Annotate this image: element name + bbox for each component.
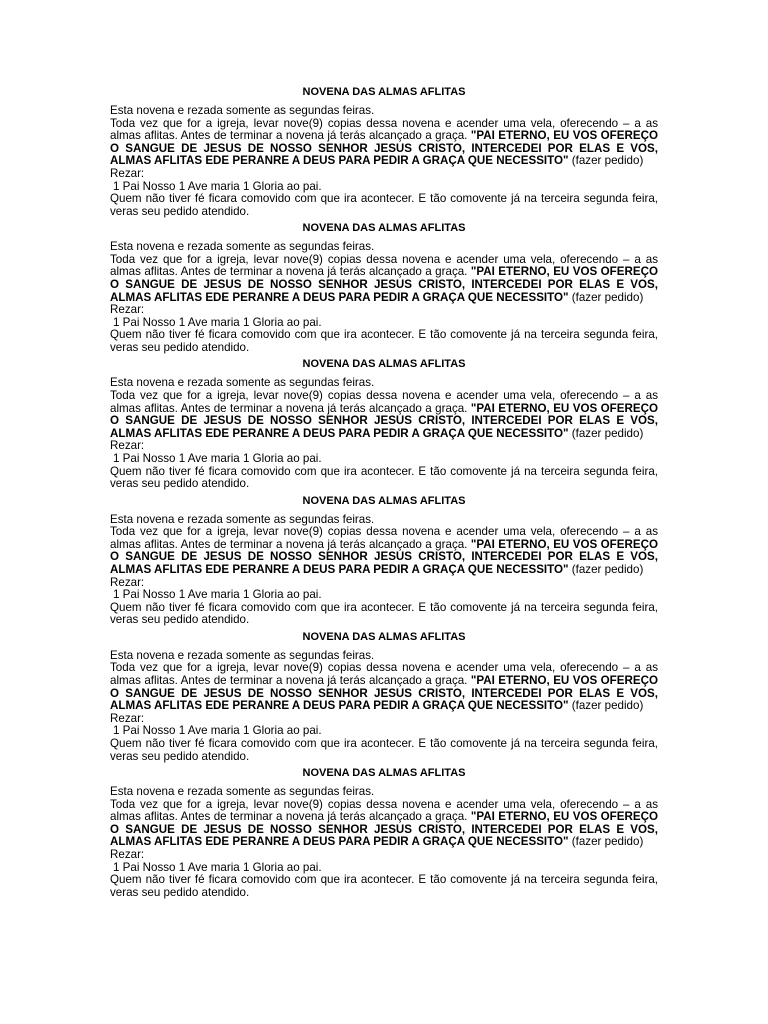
prayer-bold-text: "PAI ETERNO, EU VOS OFEREÇO <box>470 266 658 279</box>
prayer-bold-text: ALMAS AFLITAS EDE PERANRE A DEUS PARA PEDIR A GRAÇA QUE NECESSITO" <box>110 562 569 576</box>
plain-text: almas aflitas. Antes de terminar a novena já terás alcançado a graça. <box>110 538 471 551</box>
instruction-line: Toda vez que for a igreja, levar nove(9) copias dessa novena e acender uma vela, oferecendo – a as <box>110 389 658 402</box>
instruction-line-continued <box>110 266 658 279</box>
plain-text: almas aflitas. Antes de terminar a novena já terás alcançado a graça. <box>110 811 471 824</box>
request-note: (fazer pedido) <box>568 426 644 440</box>
section-title: NOVENA DAS ALMAS AFLITAS <box>302 494 466 507</box>
section-title: NOVENA DAS ALMAS AFLITAS <box>302 358 466 371</box>
prayer-bold-line: O SANGUE DE JESUS DE NOSSO SENHOR JESUS CRISTO, INTERCEDEI POR ELAS E VÓS, <box>110 551 658 564</box>
section-title: NOVENA DAS ALMAS AFLITAS <box>302 86 466 98</box>
novena-section <box>110 358 658 494</box>
prayer-bold-text: "PAI ETERNO, EU VOS OFEREÇO <box>470 402 658 415</box>
request-note: (fazer pedido) <box>568 290 644 304</box>
prayers-line: 1 Pai Nosso 1 Ave maria 1 Gloria ao pai. <box>113 315 322 329</box>
intro-line: Esta novena e rezada somente as segundas feiras. <box>110 240 375 254</box>
prayer-bold-line: O SANGUE DE JESUS DE NOSSO SENHOR JESUS CRISTO, INTERCEDEI POR ELAS E VÓS, <box>110 142 658 155</box>
prayer-bold-line-end <box>110 564 658 577</box>
rezar-label: Rezar: <box>110 166 145 180</box>
section-title: NOVENA DAS ALMAS AFLITAS <box>302 222 466 235</box>
prayer-bold-text: ALMAS AFLITAS EDE PERANRE A DEUS PARA PEDIR A GRAÇA QUE NECESSITO" <box>110 835 569 849</box>
instruction-line-continued <box>110 811 658 824</box>
plain-text: almas aflitas. Antes de terminar a novena já terás alcançado a graça. <box>110 674 471 687</box>
prayer-bold-line-end <box>110 428 658 441</box>
novena-section <box>110 495 658 631</box>
novena-section <box>110 767 658 903</box>
instruction-line: Toda vez que for a igreja, levar nove(9) copias dessa novena e acender uma vela, oferecendo – a as <box>110 253 658 266</box>
instruction-line: Toda vez que for a igreja, levar nove(9) copias dessa novena e acender uma vela, oferecendo – a as <box>110 117 658 130</box>
novena-section <box>110 222 658 358</box>
prayer-bold-text: "PAI ETERNO, EU VOS OFEREÇO <box>470 674 658 687</box>
closing-line-end: veras seu pedido atendido. <box>110 749 250 763</box>
prayer-bold-text: ALMAS AFLITAS EDE PERANRE A DEUS PARA PEDIR A GRAÇA QUE NECESSITO" <box>110 154 569 168</box>
rezar-label: Rezar: <box>110 847 145 861</box>
prayer-bold-text: ALMAS AFLITAS EDE PERANRE A DEUS PARA PEDIR A GRAÇA QUE NECESSITO" <box>110 426 569 440</box>
closing-line: Quem não tiver fé ficara comovido com que ira acontecer. È tão comovente já na terceira segunda feira, <box>110 737 658 750</box>
prayer-bold-line: O SANGUE DE JESUS DE NOSSO SENHOR JESUS CRISTO, INTERCEDEI POR ELAS E VÓS, <box>110 687 658 700</box>
instruction-line: Toda vez que for a igreja, levar nove(9) copias dessa novena e acender uma vela, oferecendo – a as <box>110 526 658 539</box>
document-page <box>110 86 658 903</box>
prayer-bold-line-end <box>110 700 658 713</box>
intro-line: Esta novena e rezada somente as segundas feiras. <box>110 648 375 662</box>
instruction-line-continued <box>110 675 658 688</box>
closing-line: Quem não tiver fé ficara comovido com que ira acontecer. È tão comovente já na terceira segunda feira, <box>110 601 658 614</box>
intro-line: Esta novena e rezada somente as segundas feiras. <box>110 512 375 526</box>
prayer-bold-line-end <box>110 836 658 849</box>
prayer-bold-text: "PAI ETERNO, EU VOS OFEREÇO <box>470 130 658 143</box>
instruction-line-continued <box>110 130 658 143</box>
intro-line: Esta novena e rezada somente as segundas feiras. <box>110 104 375 117</box>
instruction-line-continued <box>110 403 658 416</box>
prayer-bold-line-end <box>110 155 658 168</box>
prayers-line: 1 Pai Nosso 1 Ave maria 1 Gloria ao pai. <box>113 451 322 465</box>
instruction-line-continued <box>110 539 658 552</box>
intro-line: Esta novena e rezada somente as segundas feiras. <box>110 784 375 798</box>
prayers-line: 1 Pai Nosso 1 Ave maria 1 Gloria ao pai. <box>113 860 322 874</box>
closing-line-end: veras seu pedido atendido. <box>110 204 250 218</box>
rezar-label: Rezar: <box>110 711 145 725</box>
prayer-bold-text: ALMAS AFLITAS EDE PERANRE A DEUS PARA PEDIR A GRAÇA QUE NECESSITO" <box>110 290 569 304</box>
closing-line-end: veras seu pedido atendido. <box>110 885 250 899</box>
prayer-bold-text: ALMAS AFLITAS EDE PERANRE A DEUS PARA PEDIR A GRAÇA QUE NECESSITO" <box>110 699 569 713</box>
prayer-bold-line: O SANGUE DE JESUS DE NOSSO SENHOR JESUS CRISTO, INTERCEDEI POR ELAS E VÓS, <box>110 278 658 291</box>
rezar-label: Rezar: <box>110 575 145 589</box>
prayers-line: 1 Pai Nosso 1 Ave maria 1 Gloria ao pai. <box>113 588 322 602</box>
plain-text: almas aflitas. Antes de terminar a novena já terás alcançado a graça. <box>110 402 471 415</box>
prayer-bold-line: O SANGUE DE JESUS DE NOSSO SENHOR JESUS CRISTO, INTERCEDEI POR ELAS E VÓS, <box>110 415 658 428</box>
intro-line: Esta novena e rezada somente as segundas feiras. <box>110 376 375 390</box>
prayers-line: 1 Pai Nosso 1 Ave maria 1 Gloria ao pai. <box>113 179 322 193</box>
plain-text: almas aflitas. Antes de terminar a novena já terás alcançado a graça. <box>110 130 471 143</box>
closing-line: Quem não tiver fé ficara comovido com que ira acontecer. È tão comovente já na terceira segunda feira, <box>110 193 658 206</box>
request-note: (fazer pedido) <box>568 562 644 576</box>
novena-section <box>110 631 658 767</box>
prayer-bold-text: "PAI ETERNO, EU VOS OFEREÇO <box>470 811 658 824</box>
instruction-line: Toda vez que for a igreja, levar nove(9) copias dessa novena e acender uma vela, oferecendo – a as <box>110 798 658 811</box>
plain-text: almas aflitas. Antes de terminar a novena já terás alcançado a graça. <box>110 266 471 279</box>
closing-line: Quem não tiver fé ficara comovido com que ira acontecer. È tão comovente já na terceira segunda feira, <box>110 329 658 342</box>
request-note: (fazer pedido) <box>568 835 644 849</box>
closing-line-end: veras seu pedido atendido. <box>110 613 250 627</box>
closing-line-end: veras seu pedido atendido. <box>110 340 250 354</box>
prayer-bold-line-end <box>110 292 658 305</box>
request-note: (fazer pedido) <box>568 699 644 713</box>
instruction-line: Toda vez que for a igreja, levar nove(9) copias dessa novena e acender uma vela, oferecendo – a as <box>110 662 658 675</box>
request-note: (fazer pedido) <box>568 154 644 168</box>
closing-line: Quem não tiver fé ficara comovido com que ira acontecer. È tão comovente já na terceira segunda feira, <box>110 465 658 478</box>
rezar-label: Rezar: <box>110 439 145 453</box>
rezar-label: Rezar: <box>110 303 145 317</box>
prayer-bold-text: "PAI ETERNO, EU VOS OFEREÇO <box>470 538 658 551</box>
novena-section <box>110 86 658 222</box>
prayers-line: 1 Pai Nosso 1 Ave maria 1 Gloria ao pai. <box>113 724 322 738</box>
section-title: NOVENA DAS ALMAS AFLITAS <box>302 766 466 779</box>
closing-line-end: veras seu pedido atendido. <box>110 477 250 491</box>
closing-line: Quem não tiver fé ficara comovido com que ira acontecer. È tão comovente já na terceira segunda feira, <box>110 874 658 887</box>
prayer-bold-line: O SANGUE DE JESUS DE NOSSO SENHOR JESUS CRISTO, INTERCEDEI POR ELAS E VÓS, <box>110 823 658 836</box>
section-title: NOVENA DAS ALMAS AFLITAS <box>302 630 466 643</box>
